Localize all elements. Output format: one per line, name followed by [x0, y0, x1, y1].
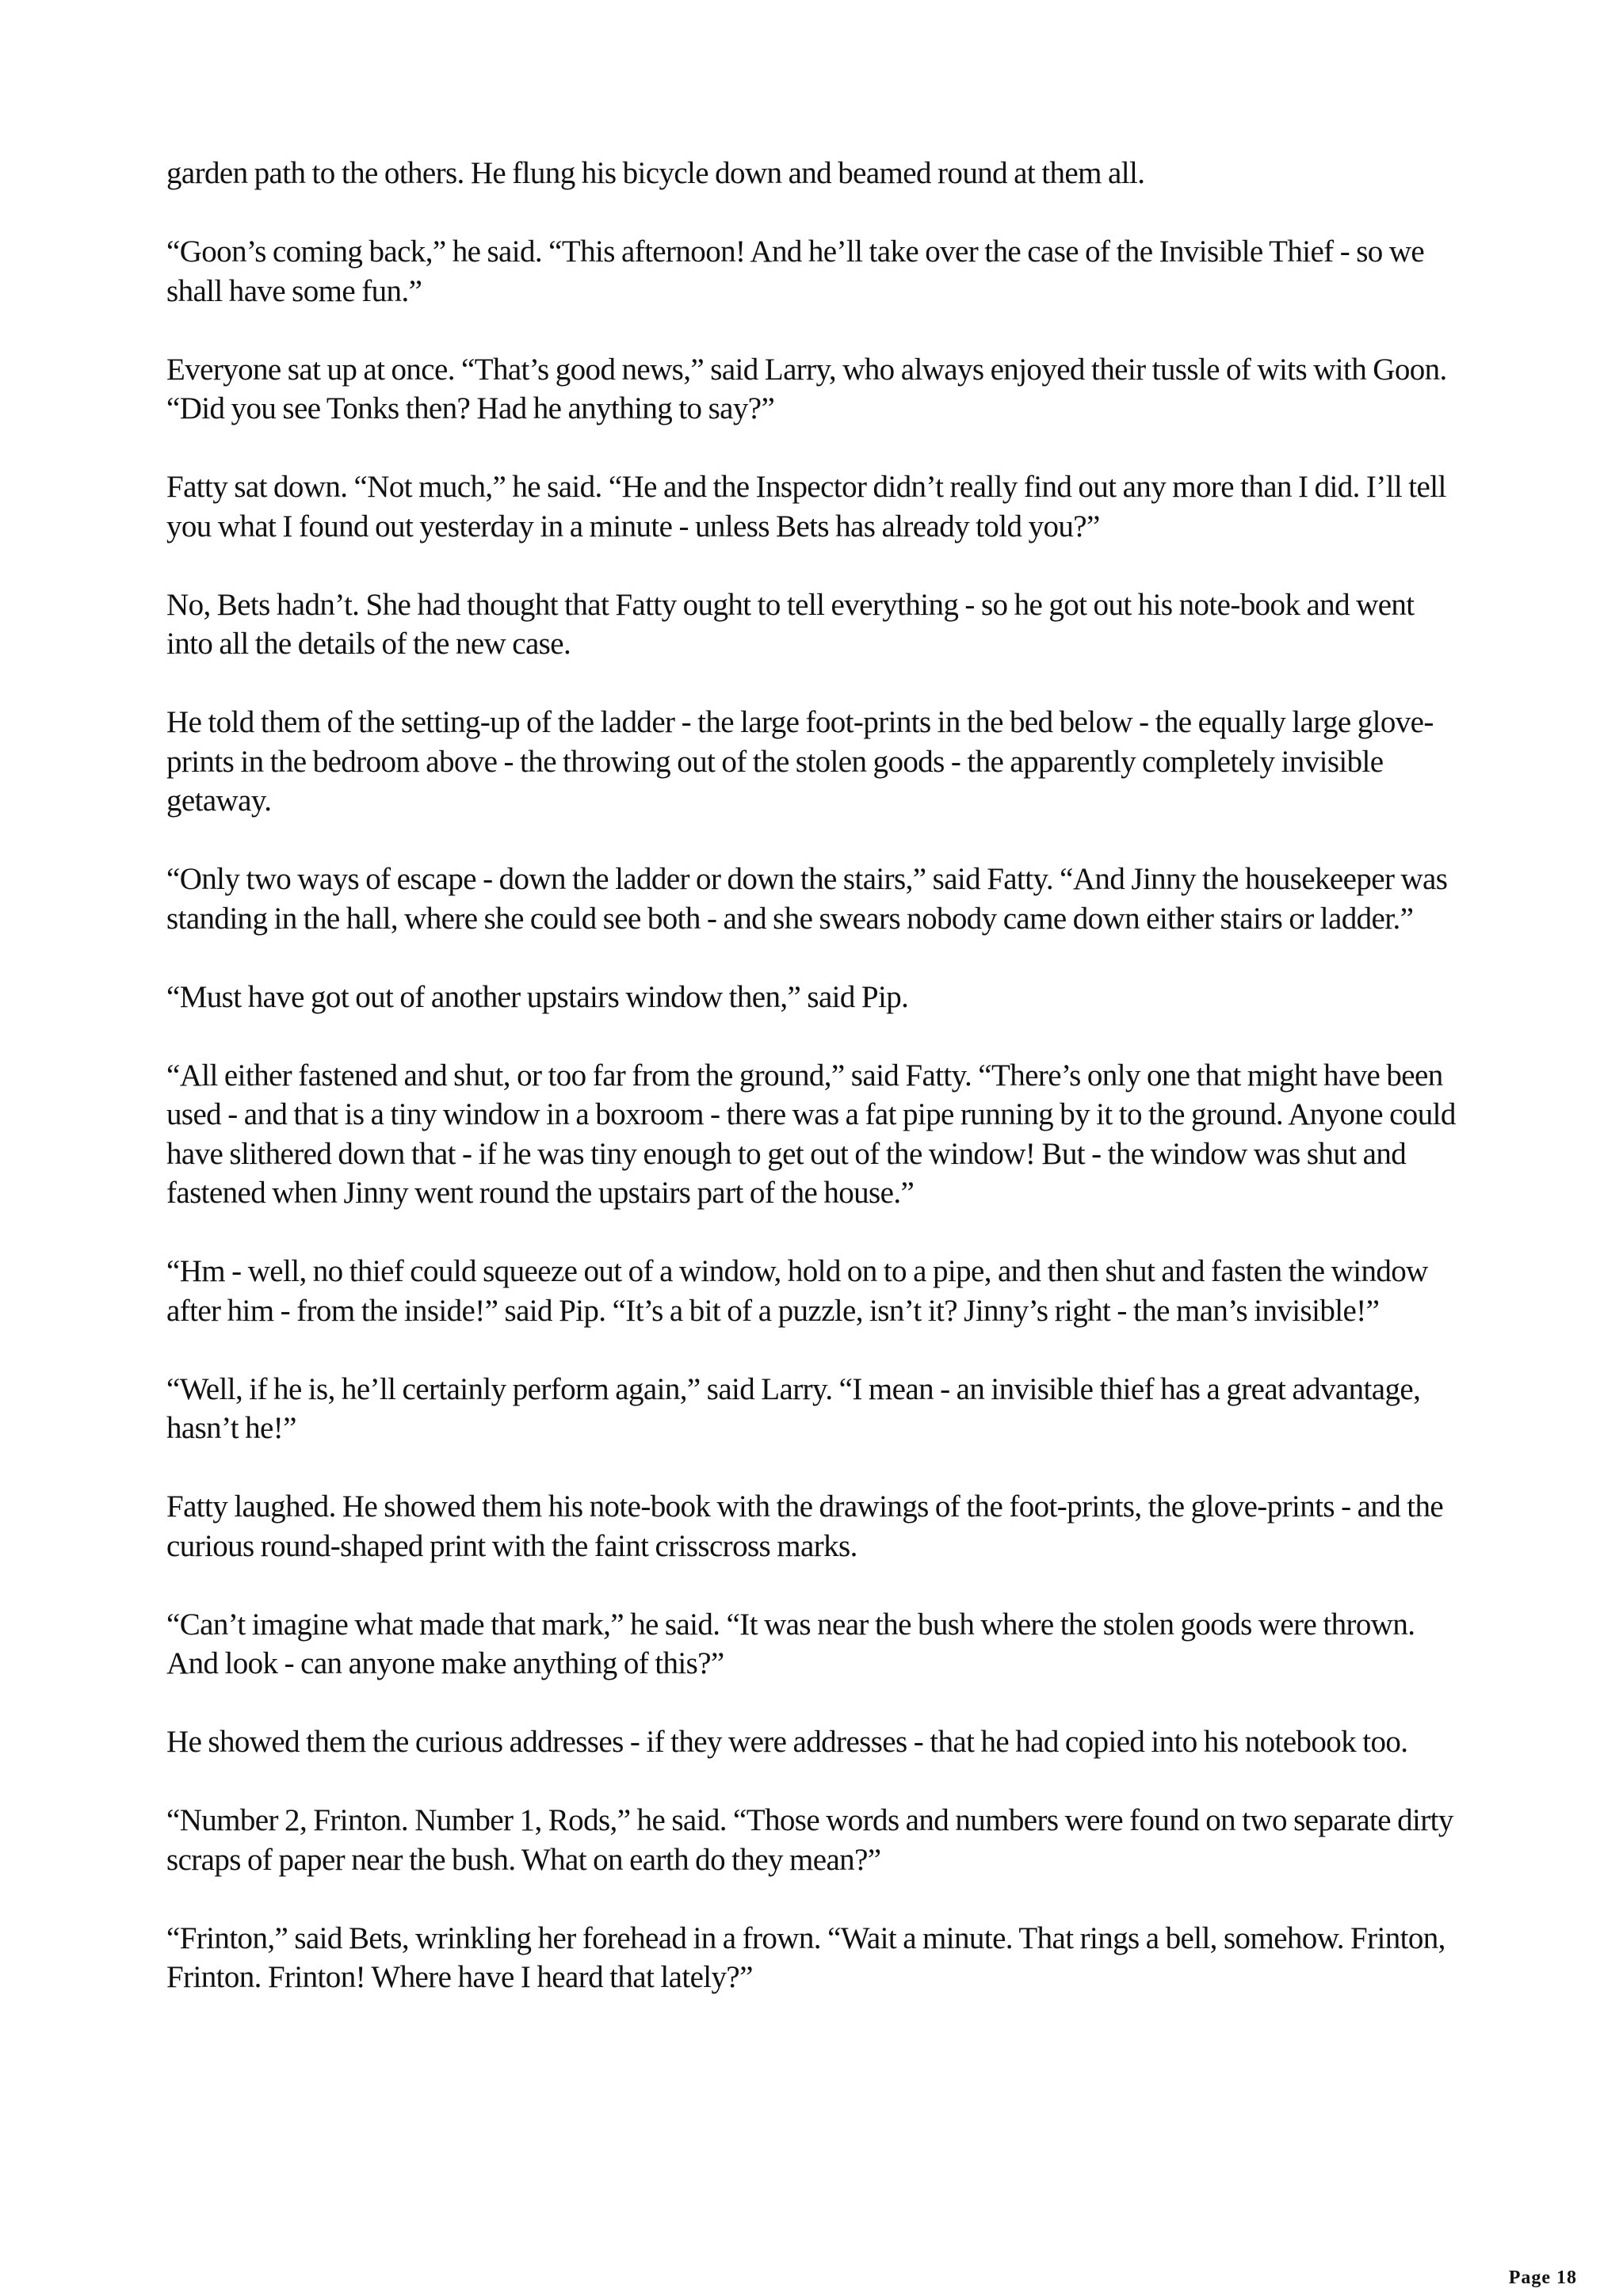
paragraph: “Hm - well, no thief could squeeze out of a window, hold on to a pipe, and then shut and fasten the window after him - from the inside!” said Pip. “It’s a bit of a puzzle, isn’t it? Jinny’s right - the man’s invisible!” — [166, 1254, 1428, 1328]
paragraph: “Must have got out of another upstairs window then,” said Pip. — [166, 979, 909, 1014]
paragraph: “Frinton,” said Bets, wrinkling her forehead in a frown. “Wait a minute. That rings a bell, somehow. Frinton, Frinton. Frinton! Where have I heard that lately?” — [166, 1920, 1445, 1994]
paragraph: Everyone sat up at once. “That’s good news,” said Larry, who always enjoyed their tussle of wits with Goon. “Did you see Tonks then? Had he anything to say?” — [166, 352, 1447, 425]
body-text — [166, 154, 1466, 2036]
paragraph: “Number 2, Frinton. Number 1, Rods,” he said. “Those words and numbers were found on two separate dirty scraps of paper near the bush. What on earth do they mean?” — [166, 1803, 1453, 1877]
paragraph: “Can’t imagine what made that mark,” he said. “It was near the bush where the stolen goods were thrown. And look - can anyone make anything of this?” — [166, 1607, 1415, 1680]
paragraph: He told them of the setting-up of the ladder - the large foot-prints in the bed below - the equally large glove-prints in the bedroom above - the throwing out of the stolen goods - the apparently completely invisible getaway. — [166, 705, 1434, 818]
paragraph: “All either fastened and shut, or too far from the ground,” said Fatty. “There’s only one that might have been used - and that is a tiny window in a boxroom - there was a fat pipe running by it to the ground. Anyone could have slithered down that - if he was tiny enough to get out of the window! But - the window was shut and fastened when Jinny went round the upstairs part of the house.” — [166, 1058, 1456, 1210]
paragraph: Fatty sat down. “Not much,” he said. “He and the Inspector didn’t really find out any more than I did. I’ll tell you what I found out yesterday in a minute - unless Bets has already told you?” — [166, 470, 1446, 543]
paragraph: garden path to the others. He flung his bicycle down and beamed round at them all. — [166, 156, 1145, 190]
page-number: Page 18 — [1508, 2267, 1577, 2288]
paragraph: “Well, if he is, he’ll certainly perform again,” said Larry. “I mean - an invisible thief has a great advantage, hasn’t he!” — [166, 1371, 1421, 1445]
paragraph: No, Bets hadn’t. She had thought that Fatty ought to tell everything - so he got out his note-book and went into all the details of the new case. — [166, 587, 1415, 661]
paragraph: “Only two ways of escape - down the ladder or down the stairs,” said Fatty. “And Jinny the housekeeper was standing in the hall, where she could see both - and she swears nobody came down either stairs or ladder.” — [166, 862, 1448, 936]
paragraph: He showed them the curious addresses - if they were addresses - that he had copied into his notebook too. — [166, 1725, 1408, 1759]
paragraph: Fatty laughed. He showed them his note-book with the drawings of the foot-prints, the glove-prints - and the curious round-shaped print with the faint crisscross marks. — [166, 1489, 1444, 1563]
paragraph: “Goon’s coming back,” he said. “This afternoon! And he’ll take over the case of the Invisible Thief - so we shall have some fun.” — [166, 235, 1425, 308]
